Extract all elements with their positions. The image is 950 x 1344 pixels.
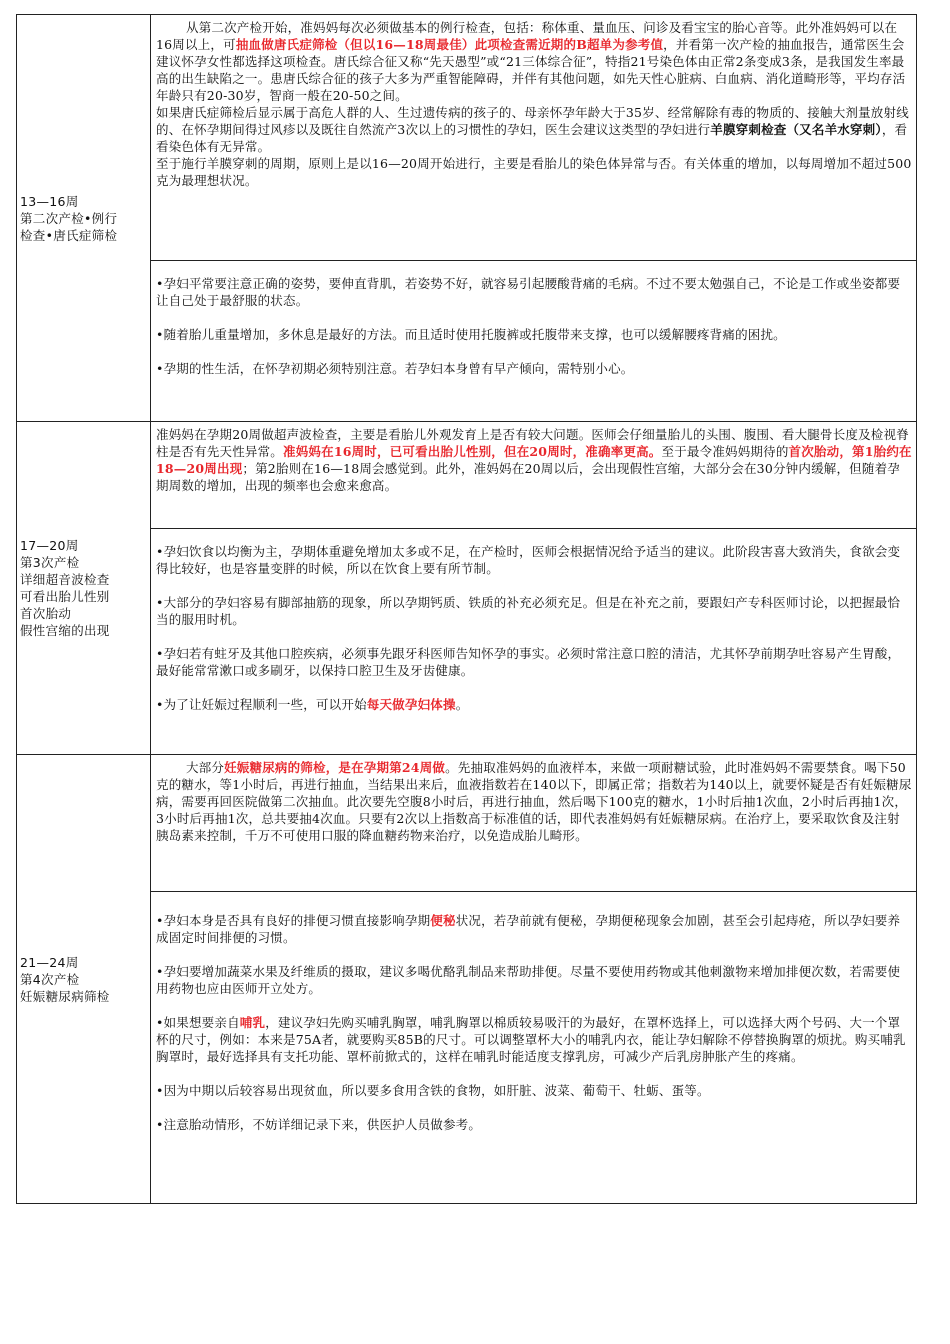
exam-paragraph	[156, 104, 912, 155]
table-row	[17, 15, 917, 261]
visit-label: 可看出胎儿性别	[20, 589, 110, 604]
text-run: 状况，若孕前就有便秘，孕期便秘现象会加剧，甚至会引起痔疮，所以孕妇要养成固定时间排便的习惯。	[156, 913, 901, 945]
tip-item: •孕妇平常要注意正确的姿势，要伸直背肌，若姿势不好，就容易引起腰酸背痛的毛病。不过不要太勉强自己，不论是工作或坐姿都要让自己处于最舒服的状态。	[156, 276, 901, 308]
highlight-text: 首次胎动，第1胎约在18—20周出现	[156, 444, 912, 476]
text-run: 至于最令准妈妈期待的	[661, 444, 789, 459]
visit-label: 妊娠糖尿病筛检	[20, 988, 110, 1004]
highlight-text: 每天做孕妇体操	[366, 697, 456, 712]
visit-label: 第3次产检	[20, 555, 80, 570]
exam-description-cell	[151, 422, 917, 529]
visit-label: 假性宫缩的出现	[20, 623, 110, 638]
highlight-text: 哺乳	[239, 1015, 266, 1030]
tip-item: •因为中期以后较容易出现贫血，所以要多食用含铁的食物，如肝脏、波菜、葡萄干、牡蛎、蛋等。	[156, 1083, 710, 1098]
week-range-label: 21—24周	[20, 954, 79, 970]
exam-paragraph	[156, 759, 912, 844]
tip-item: •孕妇饮食以均衡为主，孕期体重避免增加太多或不足，在产检时，医师会根据情况给予适当的建议。此阶段害喜大致消失，食欲会变得比较好，也是容量变胖的时候，所以在饮食上要有所节制。	[156, 544, 901, 576]
week-range-label: 13—16周	[20, 193, 79, 209]
exam-description-cell	[151, 15, 917, 261]
text-run: •孕妇本身是否具有良好的排便习惯直接影响孕期	[156, 913, 431, 928]
tip-item	[156, 1014, 912, 1065]
table-row	[17, 261, 917, 422]
week-label-cell	[17, 755, 151, 1204]
week-label-cell	[17, 422, 151, 755]
tip-item: •大部分的孕妇容易有脚部抽筋的现象，所以孕期钙质、铁质的补充必须充足。但是在补充之前，要跟妇产专科医师讨论，以把握最恰当的服用时机。	[156, 595, 901, 627]
tip-item: •孕妇要增加蔬菜水果及纤维质的摄取，建议多喝优酪乳制品来帮助排便。尽量不要使用药物或其他刺激物来增加排便次数，若需要使用药物也应由医师开立处方。	[156, 964, 901, 996]
tip-item: •孕期的性生活，在怀孕初期必须特别注意。若孕妇本身曾有早产倾向，需特别小心。	[156, 361, 634, 376]
week-range-label: 17—20周	[20, 538, 79, 553]
tip-item	[156, 696, 912, 713]
tip-item: •随着胎儿重量增加，多休息是最好的方法。而且适时使用托腹裤或托腹带来支撑，也可以缓解腰疼背痛的困扰。	[156, 327, 786, 342]
highlight-text: 准妈妈在16周时，已可看出胎儿性别，但在20周时，准确率更高。	[283, 444, 662, 459]
text-run: •为了让妊娠过程顺利一些，可以开始	[156, 697, 367, 712]
bold-text: 羊膜穿刺检查（又名羊水穿刺）	[710, 122, 882, 137]
text-run: 大部分	[186, 760, 225, 775]
exam-paragraph: 至于施行羊膜穿刺的周期，原则上是以16—20周开始进行，主要是看胎儿的染色体异常与否。有关体重的增加，以每周增加不超过500克为最理想状况。	[156, 156, 912, 188]
text-run: ；第2胎则在16—18周会感觉到。此外，准妈妈在20周以后，会出现假性宫缩，大部分会在30分钟内缓解，但随着孕期周数的增加，出现的频率也会愈来愈高。	[156, 461, 900, 493]
text-run: 如果唐氏症筛检后显示属于高危人群的人、生过遗传病的孩子的、母亲怀孕年龄大于35岁、经常解除有毒的物质的、接触大剂量放射线的、在怀孕期间得过风疹以及既往自然流产3次以上的习惯性的孕妇，医生会建议这类型的孕妇进行	[156, 105, 909, 137]
text-run: •如果想要亲自	[156, 1015, 240, 1030]
tip-item: •注意胎动情形，不妨详细记录下来，供医护人员做参考。	[156, 1117, 482, 1132]
table-row	[17, 422, 917, 529]
text-run: 。先抽取准妈妈的血液样本，来做一项耐糖试验，此时准妈妈不需要禁食。喝下50克的糖水，等1小时后，再进行抽血，当结果出来后，血液指数若在140以下，即属正常；指数若为140以上，就要怀疑是否有妊娠糖尿病，需要再回医院做第二次抽血。此次要先空腹8小时后，再进行抽血，然后喝下100克的糖水，1小时后抽1次血，2小时后再抽1次，3小时后再抽1次，总共要抽4次血。只要有2次以上指数高于标准值的话，即代表准妈妈有妊娠糖尿病。在治疗上，要采取饮食及注射胰岛素来控制，千万不可使用口服的降血糖药物来治疗，以免造成胎儿畸形。	[156, 760, 912, 843]
table-row	[17, 892, 917, 1204]
text-run: 准妈妈在孕期20周做超声波检查，主要是看胎儿外观发育上是否有较大问题。医师会仔细量胎儿的头围、腹围、看大腿骨长度及检视脊柱是否有先天性异常。	[156, 427, 909, 459]
table-row	[17, 529, 917, 755]
exam-paragraph	[156, 19, 912, 104]
visit-label: 首次胎动	[20, 606, 72, 621]
exam-paragraph	[156, 426, 912, 494]
visit-label: 第二次产检•例行	[20, 210, 118, 226]
exam-description-cell	[151, 755, 917, 892]
highlight-text: 妊娠糖尿病的筛检，是在孕期第24周做	[224, 760, 446, 775]
tips-cell	[151, 261, 917, 422]
highlight-text: 便秘	[430, 913, 456, 928]
week-label-cell	[17, 15, 151, 422]
text-run: 从第二次产检开始，准妈妈每次必须做基本的例行检查，包括：称体重、量血压、问诊及看宝宝的胎心音等。此外准妈妈可以在16周以上，可	[156, 20, 898, 52]
text-run: 。	[455, 697, 469, 712]
highlight-text: 抽血做唐氏症筛检（但以16—18周最佳）此项检查需近期的B超单为参考值	[235, 37, 664, 52]
table-row	[17, 755, 917, 892]
prenatal-check-table	[16, 14, 917, 1204]
tips-cell	[151, 892, 917, 1204]
tip-item: •孕妇若有蛀牙及其他口腔疾病，必须事先跟牙科医师告知怀孕的事实。必须时常注意口腔的清洁，尤其怀孕前期孕吐容易产生胃酸，最好能常常漱口或多刷牙，以保持口腔卫生及牙齿健康。	[156, 646, 901, 678]
text-run: ，建议孕妇先购买哺乳胸罩，哺乳胸罩以棉质较易吸汗的为最好，在罩杯选择上，可以选择大两个号码、大一个罩杯的尺寸，例如：本来是75A者，就要购买85B的尺寸。可以调整罩杯大小的哺乳内衣，能让孕妇解除不停替换胸罩的烦扰。购买哺乳胸罩时，最好选择具有支托功能、罩杯前掀式的，这样在哺乳时能适度支撑乳房，可减少产后乳房肿胀产生的疼痛。	[156, 1015, 906, 1064]
text-run: ，看看染色体有无异常。	[156, 122, 908, 154]
tips-cell	[151, 529, 917, 755]
visit-label: 第4次产检	[20, 971, 80, 987]
visit-label: 检查•唐氏症筛检	[20, 227, 118, 243]
tip-item	[156, 912, 912, 946]
text-run: ，并看第一次产检的抽血报告，通常医生会建议怀孕女性都选择这项检查。唐氏综合征又称“先天愚型”或“21三体综合征”，特指21号染色体由正常2条变成3条，是我国发生率最高的出生缺陷之一。患唐氏综合征的孩子大多为严重智能障碍，并伴有其他问题，如先天性心脏病、白血病、消化道畸形等，平均存活年龄只有20-30岁，智商一般在20-50之间。	[156, 37, 906, 103]
visit-label: 详细超音波检查	[20, 572, 110, 587]
